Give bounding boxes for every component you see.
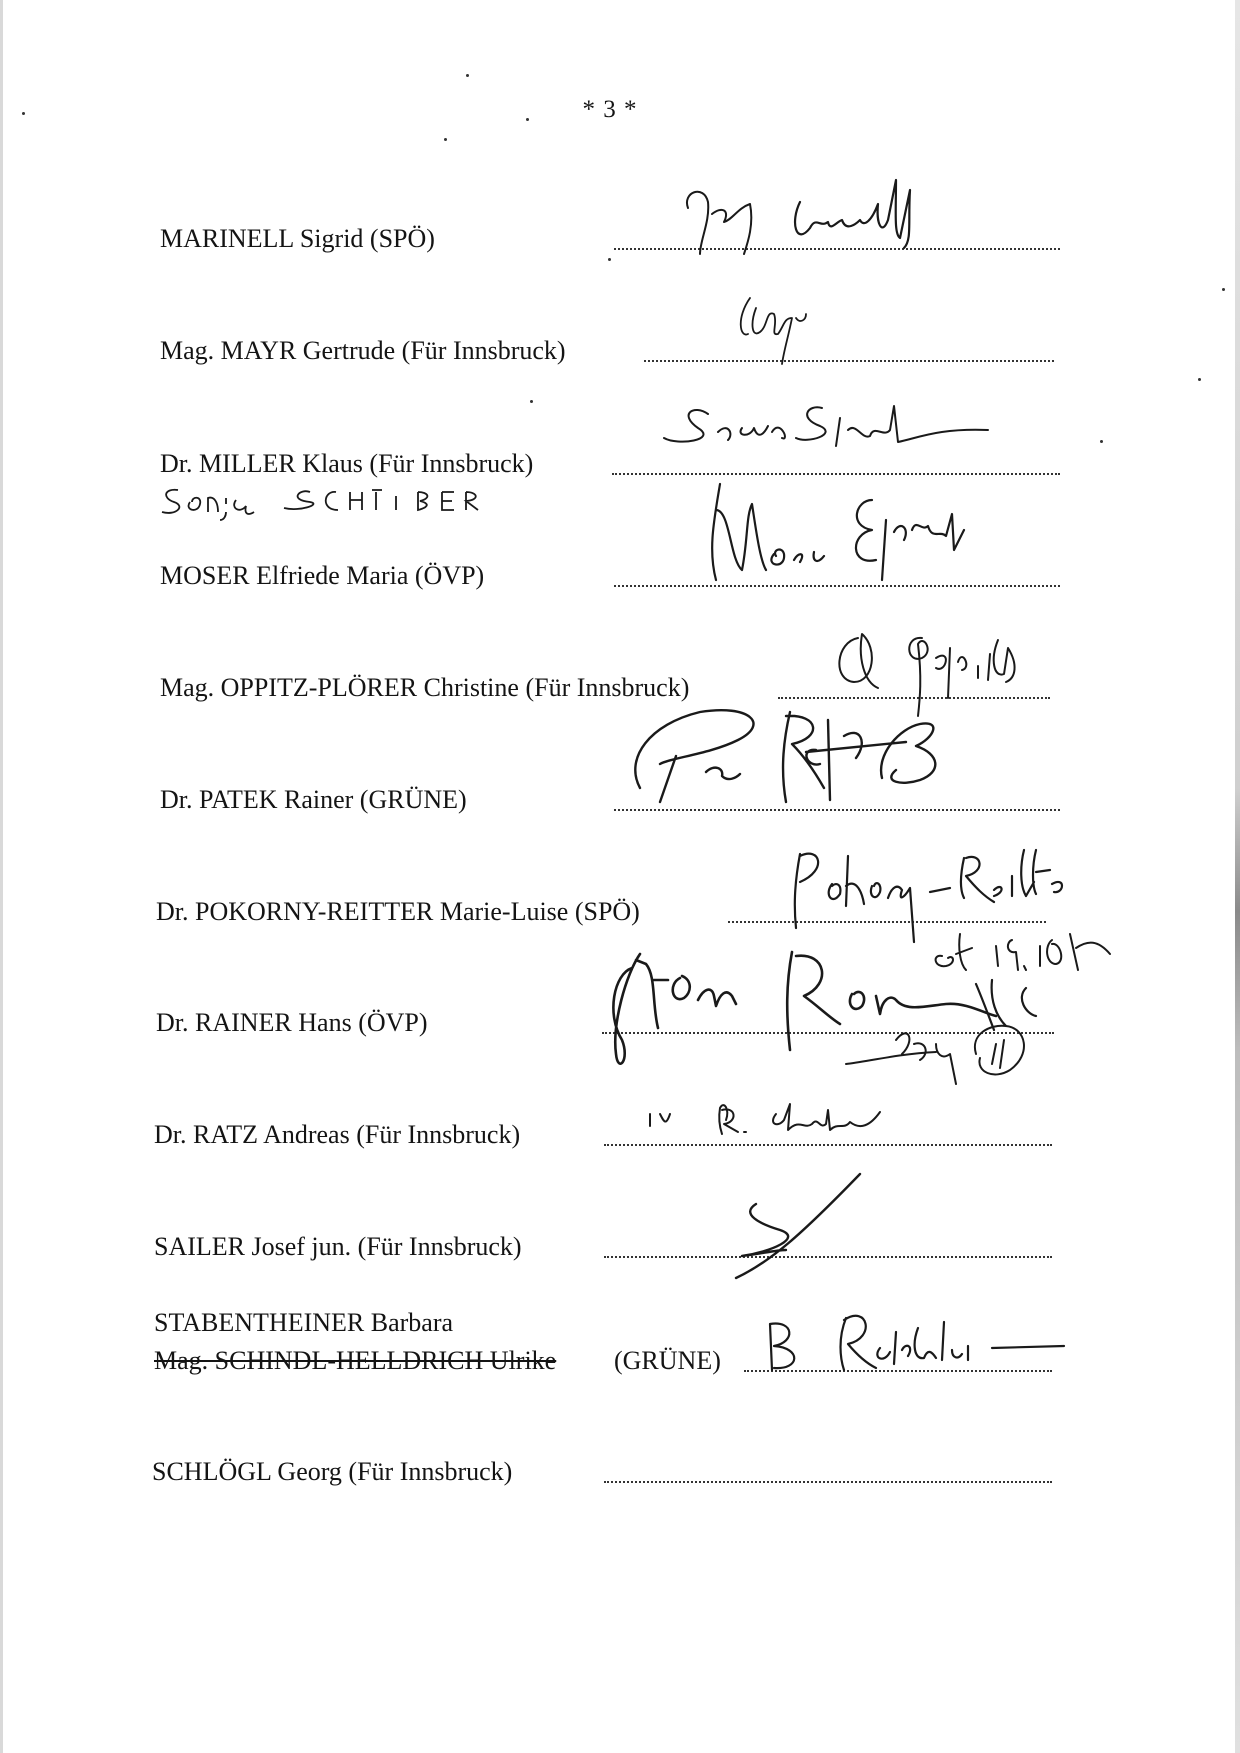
signature-rainer: [596, 944, 1096, 1104]
scan-speck: [608, 258, 611, 261]
member-name: Dr. RATZ Andreas (Für Innsbruck): [154, 1120, 521, 1149]
scan-speck: [444, 138, 447, 141]
signature-row: [0, 549, 1240, 589]
signature-mayr: [726, 288, 866, 378]
signature-ratz-deputy: [640, 1090, 1000, 1140]
member-name: Mag. MAYR Gertrude (Für Innsbruck): [160, 336, 566, 365]
member-name: Mag. OPPITZ-PLÖRER Christine (Für Innsbruck): [160, 673, 690, 702]
scan-speck: [530, 400, 533, 403]
substitute-signature: [160, 486, 580, 526]
member-name: Dr. RAINER Hans (ÖVP): [156, 1008, 428, 1037]
substitute-name-handwritten: [160, 486, 580, 520]
scan-edge-right: [1235, 0, 1240, 1753]
member-name: Dr. MILLER Klaus (Für Innsbruck): [160, 449, 534, 478]
signature-line: [614, 809, 1060, 811]
member-name: SAILER Josef jun. (Für Innsbruck): [154, 1232, 522, 1261]
scan-edge-left: [0, 0, 3, 1753]
signature-moser: [700, 470, 990, 600]
scan-speck: [22, 112, 25, 115]
signature-sailer: [720, 1166, 880, 1286]
member-name: Dr. PATEK Rainer (GRÜNE): [160, 785, 467, 814]
scan-speck: [1222, 288, 1225, 291]
signature-row: [0, 1108, 1240, 1148]
scan-speck: [466, 74, 469, 77]
signature-line: [604, 1144, 1052, 1146]
signature-schreiber: [658, 398, 1008, 468]
signature-line: [604, 1481, 1052, 1483]
scan-speck: [526, 118, 529, 121]
member-name: MARINELL Sigrid (SPÖ): [160, 224, 435, 253]
signature-stabentheiner: [756, 1298, 1126, 1378]
member-name: STABENTHEINER Barbara: [154, 1308, 454, 1337]
scan-speck: [1198, 378, 1201, 381]
member-name: Dr. POKORNY-REITTER Marie-Luise (SPÖ): [156, 897, 640, 926]
struck-member-name: Mag. SCHINDL-HELLDRICH Ulrike: [154, 1346, 557, 1375]
page-number: * 3 *: [582, 96, 638, 123]
member-name: MOSER Elfriede Maria (ÖVP): [160, 561, 485, 590]
signature-row: [0, 437, 1240, 477]
signature-row: [0, 1220, 1240, 1260]
member-party: (GRÜNE): [614, 1346, 721, 1375]
signature-marinell: [660, 162, 960, 262]
signature-row: [0, 324, 1240, 364]
signature-patek: [620, 698, 1000, 808]
signature-row: [0, 1445, 1240, 1485]
member-name: SCHLÖGL Georg (Für Innsbruck): [152, 1457, 513, 1486]
signature-row: [0, 212, 1240, 252]
